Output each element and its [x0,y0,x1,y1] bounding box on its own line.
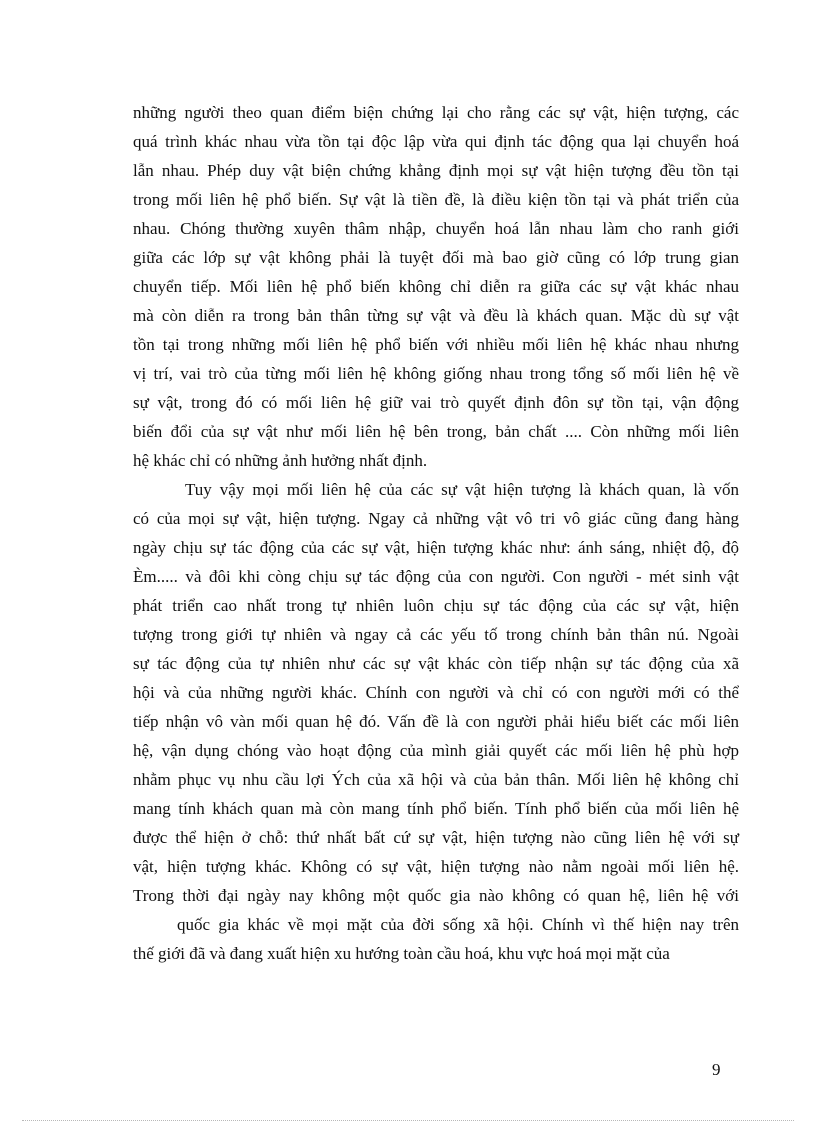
text-line-13: hệ khác chỉ có những ảnh hưởng nhất định. [133,451,428,470]
page-number: 9 [712,1060,721,1079]
text-line-26: được thể hiện ở chỗ: thứ nhất bất cứ sự vật, hiện tượng nào cũng liên hệ với sự [133,828,739,847]
text-line-4: trong mối liên hệ phổ biến. Sự vật là tiền đề, là điều kiện tồn tại và phát triển của [133,190,739,209]
text-line-3: lẫn nhau. Phép duy vật biện chứng khẳng định mọi sự vật hiện tượng đều tồn tại [133,161,739,180]
text-line-1: những người theo quan điểm biện chứng lại cho rằng các sự vật, hiện tượng, các [133,103,739,122]
text-line-20: sự tác động của tự nhiên như các sự vật khác còn tiếp nhận sự tác động của xã [133,654,739,673]
text-line-16: ngày chịu sự tác động của các sự vật, hiện tượng khác như: ánh sáng, nhiệt độ, độ [133,538,739,557]
text-line-14: Tuy vậy mọi mối liên hệ của các sự vật hiện tượng là khách quan, là vốn [185,480,739,499]
text-line-24: nhằm phục vụ nhu cầu lợi Ých của xã hội và của bản thân. Mối liên hệ không chỉ [133,770,739,789]
text-line-11: sự vật, trong đó có mối liên hệ giữ vai trò quyết định đôn sự tồn tại, vận động [133,393,739,412]
text-line-10: vị trí, vai trò của từng mối liên hệ không giống nhau trong tổng số mối liên hệ về [133,364,739,383]
text-line-22: tiếp nhận vô vàn mối quan hệ đó. Vấn đề là con người phải hiểu biết các mối liên [133,712,739,731]
text-line-6: giữa các lớp sự vật không phải là tuyệt đối mà bao giờ cũng có lớp trung gian [133,248,739,267]
text-line-12: biến đổi của sự vật như mối liên hệ bên trong, bản chất .... Còn những mối liên [133,422,739,441]
text-line-25: mang tính khách quan mà còn mang tính phổ biến. Tính phổ biến của mối liên hệ [133,799,739,818]
text-line-15: có của mọi sự vật, hiện tượng. Ngay cả những vật vô tri vô giác cũng đang hàng [133,509,739,528]
text-line-19: tượng trong giới tự nhiên và ngay cả các yếu tố trong chính bản thân nú. Ngoài [133,625,739,644]
text-line-29: quốc gia khác về mọi mặt của đời sống xã hội. Chính vì thế hiện nay trên [177,915,739,934]
text-line-18: phát triển cao nhất trong tự nhiên luôn chịu sự tác động của các sự vật, hiện [133,596,739,615]
text-line-9: tồn tại trong những mối liên hệ phổ biến với nhiều mối liên hệ khác nhau nhưng [133,335,739,354]
text-line-28: Trong thời đại ngày nay không một quốc gia nào không có quan hệ, liên hệ với [133,886,739,905]
text-line-2: quá trình khác nhau vừa tồn tại độc lập vừa qui định tác động qua lại chuyển hoá [133,132,739,151]
text-line-8: mà còn diễn ra trong bản thân từng sự vật và đều là khách quan. Mặc dù sự vật [133,306,739,325]
text-line-21: hội và của những người khác. Chính con người và chỉ có con người mới có thể [133,683,739,702]
text-line-23: hệ, vận dụng chóng vào hoạt động của mình giải quyết các mối liên hệ phù hợp [133,741,739,760]
text-line-30: thế giới đã và đang xuất hiện xu hướng toàn cầu hoá, khu vực hoá mọi mặt của [133,944,670,963]
text-line-5: nhau. Chóng thường xuyên thâm nhập, chuyển hoá lẫn nhau làm cho ranh giới [133,219,739,238]
text-line-27: vật, hiện tượng khác. Không có sự vật, hiện tượng nào nằm ngoài mối liên hệ. [133,857,739,876]
text-line-17: Èm..... và đôi khi còng chịu sự tác động của con người. Con người - mét sinh vật [133,567,739,586]
footer-dotted-rule [22,1120,794,1121]
text-line-7: chuyển tiếp. Mối liên hệ phổ biến không chỉ diễn ra giữa các sự vật khác nhau [133,277,739,296]
